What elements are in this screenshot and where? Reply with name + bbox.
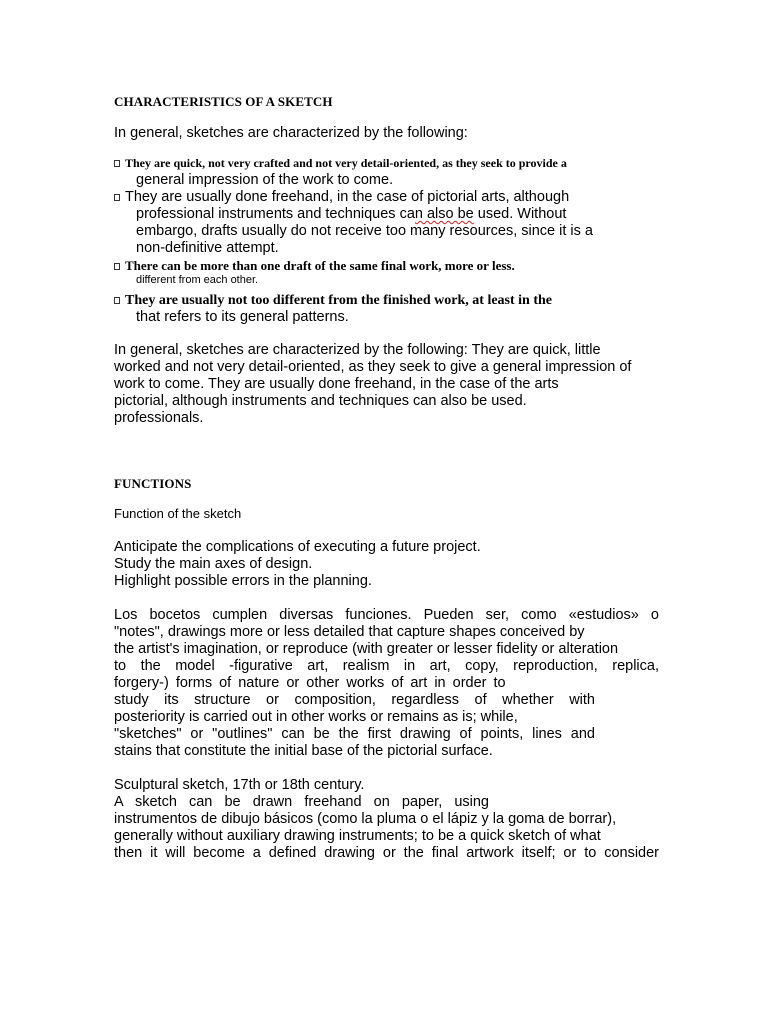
- bullet-box-icon: [114, 297, 120, 304]
- bullet-2-line-4: non-definitive attempt.: [136, 240, 279, 256]
- bullet-2-line-2: professional instruments and techniques can also be used. Without: [136, 206, 567, 222]
- bullet-4-line-2: that refers to its general patterns.: [136, 309, 349, 325]
- bullet-item-2: [114, 189, 659, 257]
- bullet-2-first-line: They are usually done freehand, in the case of pictorial arts, although: [125, 189, 570, 205]
- bullet-item-1: [114, 155, 659, 189]
- document-page: [114, 94, 659, 862]
- bullet-3-first-line: There can be more than one draft of the same final work, more or less.: [125, 258, 515, 273]
- list-item: Highlight possible errors in the planning.: [114, 573, 372, 589]
- bullet-1-first-line: They are quick, not very crafted and not very detail-oriented, as they seek to provide a: [125, 156, 567, 170]
- intro-text: In general, sketches are characterized by the following:: [114, 125, 468, 141]
- bullet-box-icon: [114, 160, 120, 167]
- list-item: Study the main axes of design.: [114, 556, 313, 572]
- bullet-1-line-2: general impression of the work to come.: [136, 172, 394, 188]
- subheading-function-of-sketch: Function of the sketch: [114, 506, 242, 521]
- summary-paragraph: In general, sketches are characterized by the following: They are quick, little worked and not very detail-oriented, as they seek to give a general impression of work to come. They are usually done freehand, in the case of the arts pictorial, although instruments and techniques can also be used. professionals.: [114, 342, 632, 426]
- bullet-4-first-line: They are usually not too different from the finished work, at least in the: [125, 293, 552, 308]
- list-item: Anticipate the complications of executing a future project.: [114, 539, 481, 555]
- spellcheck-flag: n also be: [414, 206, 474, 222]
- functions-list: [114, 539, 659, 590]
- bullet-item-4: [114, 292, 659, 326]
- bullet-item-3: [114, 257, 659, 287]
- functions-paragraph-2: Sculptural sketch, 17th or 18th century. A sketch can be drawn freehand on paper, using instrumentos de dibujo básicos (como la pluma o el lápiz y la goma de borrar), generally without auxiliary drawing instruments; to be a quick sketch of what then it will become a defined drawing or the final artwork itself; or to consider: [114, 777, 659, 861]
- bullet-box-icon: [114, 194, 120, 201]
- section-heading-functions: FUNCTIONS: [114, 476, 192, 491]
- bullet-box-icon: [114, 263, 120, 270]
- functions-paragraph-1: Los bocetos cumplen diversas funciones. Pueden ser, como «estudios» o "notes", drawings more or less detailed that capture shapes conceived by the artist's imagination, or reproduce (with greater or lesser fidelity or alteration to the model -figurative art, realism in art, copy, reproduction, replica, forgery-) forms of nature or other works of art in order to study its structure or composition, regardless of whether with posteriority is carried out in other works or remains as is; while, "sketches" or "outlines" can be the first drawing of points, lines and stains that constitute the initial base of the pictorial surface.: [114, 607, 659, 759]
- section-heading-characteristics: CHARACTERISTICS OF A SKETCH: [114, 94, 333, 109]
- bullet-2-line-3: embargo, drafts usually do not receive too many resources, since it is a: [136, 223, 593, 239]
- bullet-3-line-2: different from each other.: [136, 274, 259, 286]
